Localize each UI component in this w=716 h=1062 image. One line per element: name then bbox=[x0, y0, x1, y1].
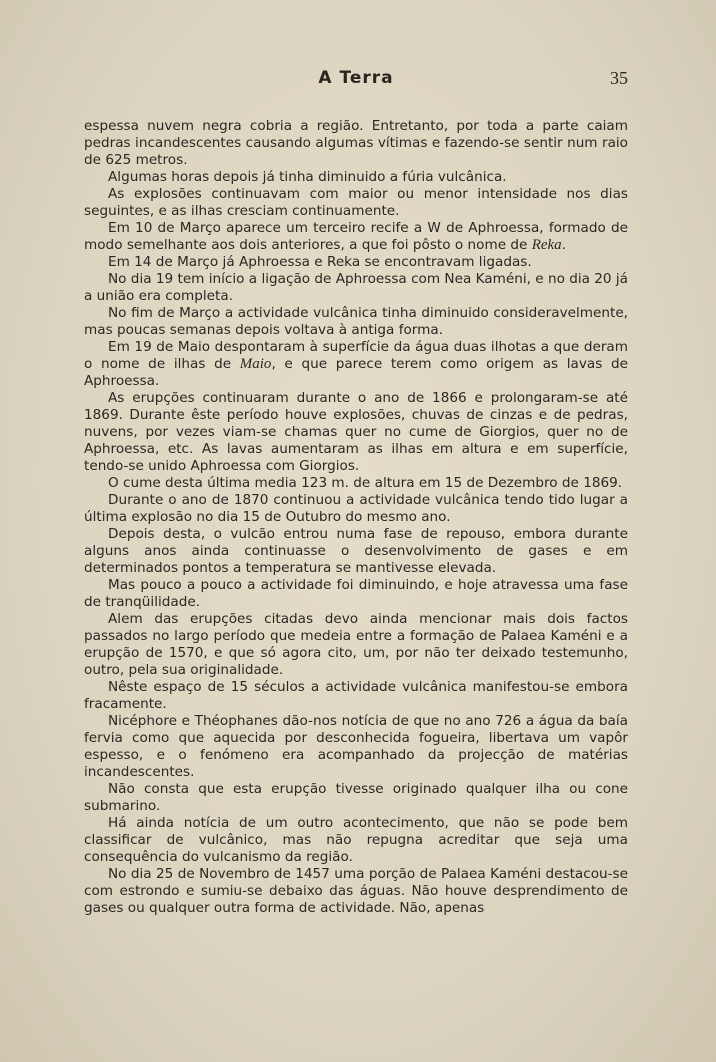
page-title: A Terra bbox=[318, 68, 394, 88]
running-header bbox=[84, 68, 628, 96]
paragraph: Em 10 de Março aparece um terceiro recife a W de Aphroessa, formado de modo semelhante aos dois anteriores, a que foi pôsto o nome de Reka. bbox=[84, 220, 628, 253]
paragraph: Alem das erupções citadas devo ainda mencionar mais dois factos passados no largo período que medeia entre a formação de Palaea Kaméni e a erupção de 1570, e que só agora cito, um, por não ter deixado testemunho, outro, pela sua originalidade. bbox=[84, 611, 628, 678]
paragraph: Em 14 de Março já Aphroessa e Reka se encontravam ligadas. bbox=[108, 254, 532, 270]
paragraph: Depois desta, o vulcão entrou numa fase de repouso, embora durante alguns anos ainda continuasse o desenvolvimento de gases e em determinados pontos a temperatura se mantivesse elevada. bbox=[84, 526, 628, 576]
paragraph: Nicéphore e Théophanes dão-nos notícia de que no ano 726 a água da baía fervia como que aquecida por desconhecida fogueira, libertava um vapôr espesso, e o fenómeno era acompanhado da projecção de matérias incandescentes. bbox=[84, 713, 628, 780]
paragraph: As erupções continuaram durante o ano de 1866 e prolongaram-se até 1869. Durante êste período houve explosões, chuvas de cinzas e de pedras, nuvens, por vezes viam-se chamas quer no cume de Giorgios, quer no de Aphroessa, etc. As lavas aumentaram as ilhas em altura e em superfície, tendo-se unido Aphroessa com Giorgios. bbox=[84, 390, 628, 474]
paragraph: No dia 19 tem início a ligação de Aphroessa com Nea Kaméni, e no dia 20 já a união era completa. bbox=[84, 271, 628, 304]
paragraph: Nêste espaço de 15 séculos a actividade vulcânica manifestou-se embora fracamente. bbox=[84, 679, 628, 712]
paragraph: Durante o ano de 1870 continuou a actividade vulcânica tendo tido lugar a última explosão no dia 15 de Outubro do mesmo ano. bbox=[84, 492, 628, 525]
italic-term: Reka bbox=[531, 237, 562, 253]
italic-term: Maio bbox=[239, 356, 272, 372]
paragraph: Não consta que esta erupção tivesse originado qualquer ilha ou cone submarino. bbox=[84, 781, 628, 814]
paragraph: Algumas horas depois já tinha diminuido a fúria vulcânica. bbox=[108, 169, 507, 185]
page-number: 35 bbox=[610, 68, 628, 88]
paragraph: No fim de Março a actividade vulcânica tinha diminuido consideravelmente, mas poucas semanas depois voltava à antiga forma. bbox=[84, 305, 628, 338]
paragraph: As explosões continuavam com maior ou menor intensidade nos dias seguintes, e as ilhas cresciam continuamente. bbox=[84, 186, 628, 219]
paragraph: No dia 25 de Novembro de 1457 uma porção de Palaea Kaméni destacou-se com estrondo e sumiu-se debaixo das águas. Não houve desprendimento de gases ou qualquer outra forma de actividade. Não, apenas bbox=[84, 866, 628, 916]
paragraph: Em 19 de Maio despontaram à superfície da água duas ilhotas a que deram o nome de ilhas de Maio, e que parece terem como origem as lavas de Aphroessa. bbox=[84, 339, 628, 389]
paragraph: Há ainda notícia de um outro acontecimento, que não se pode bem classificar de vulcânico, mas não repugna acreditar que seja uma consequência do vulcanismo da região. bbox=[84, 815, 628, 865]
paragraph: Mas pouco a pouco a actividade foi diminuindo, e hoje atravessa uma fase de tranqüilidade. bbox=[84, 577, 628, 610]
paragraph: O cume desta última media 123 m. de altura em 15 de Dezembro de 1869. bbox=[108, 475, 623, 491]
body-text bbox=[84, 118, 628, 917]
paragraph: espessa nuvem negra cobria a região. Entretanto, por toda a parte caiam pedras incandescentes causando algumas vítimas e fazendo-se sentir num raio de 625 metros. bbox=[84, 118, 628, 168]
